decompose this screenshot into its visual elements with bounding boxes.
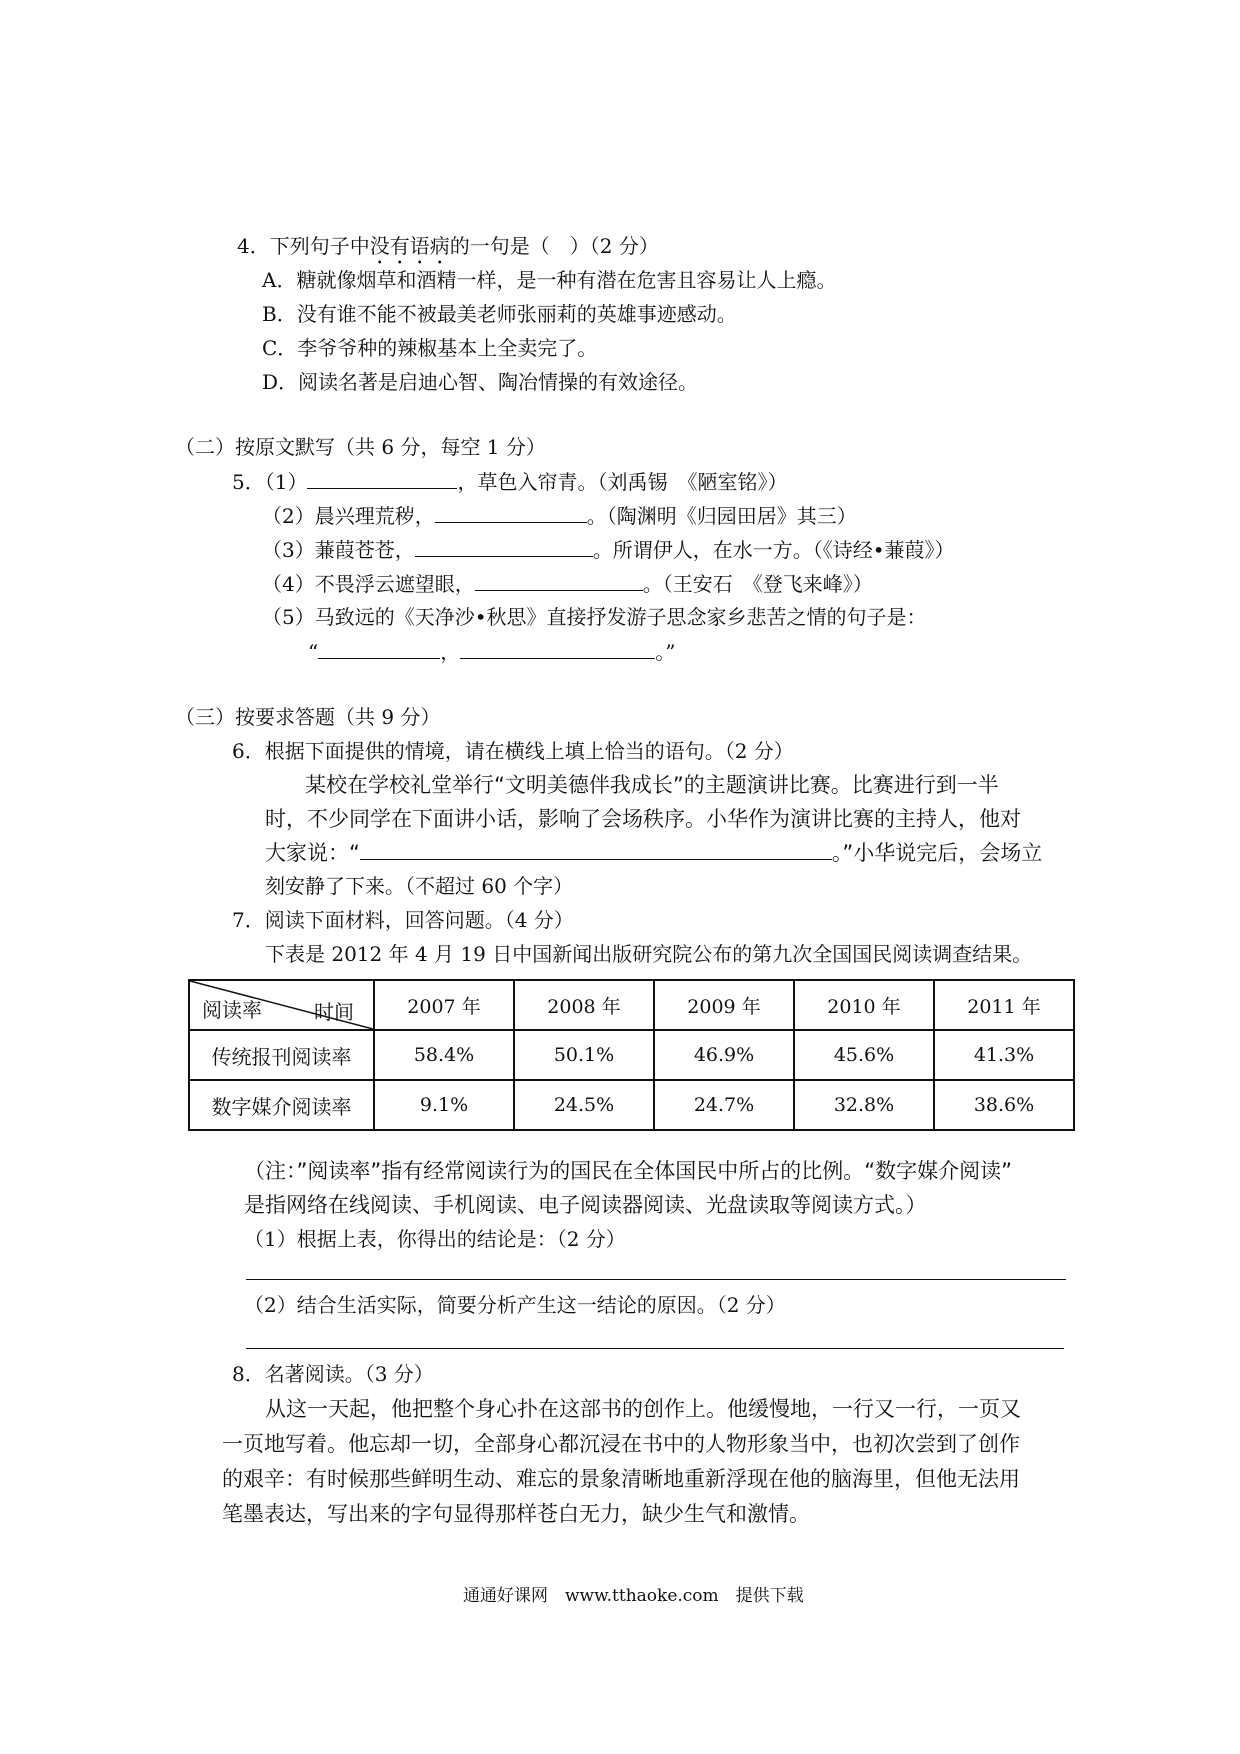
q5-4-blank[interactable] [475, 570, 643, 591]
page-footer: 通通好课网 www.tthaoke.com 提供下载 [463, 1586, 804, 1606]
q6-stem: 6．根据下面提供的情境，请在横线上填上恰当的语句。（2 分） [232, 739, 794, 763]
q6-passage-line4: 刻安静了下来。（不超过 60 个字） [265, 874, 574, 898]
q5-3-blank[interactable] [415, 536, 593, 557]
q5-2-blank[interactable] [435, 502, 587, 523]
year-header: 2010 年 [794, 980, 934, 1030]
q6-answer-blank[interactable] [360, 839, 832, 860]
q6-passage-line1: 某校在学校礼堂举行“文明美德伴我成长”的主题演讲比赛。比赛进行到一半 [305, 773, 999, 797]
q4-option-b: B．没有谁不能不被最美老师张丽莉的英雄事迹感动。 [262, 302, 737, 326]
year-header: 2008 年 [514, 980, 654, 1030]
q4-option-c: C．李爷爷种的辣椒基本上全卖完了。 [262, 336, 598, 360]
table-cell: 46.9% [654, 1030, 794, 1080]
q5-4: （4）不畏浮云遮望眼， 。（王安石 《登飞来峰》） [262, 572, 873, 596]
q5-1: 5．（1） ，草色入帘青。（刘禹锡 《陋室铭》） [232, 470, 788, 494]
year-header: 2009 年 [654, 980, 794, 1030]
table-note-line1: （注：”阅读率”指有经常阅读行为的国民在全体国民中所占的比例。“数字媒介阅读” [244, 1159, 1013, 1183]
table-row [189, 1080, 1074, 1130]
table-cell: 24.7% [654, 1080, 794, 1130]
q5-3: （3）蒹葭苍苍， 。所谓伊人，在水一方。（《诗经•蒹葭》） [262, 538, 955, 562]
q7-stem: 7．阅读下面材料，回答问题。（4 分） [232, 908, 574, 932]
table-corner-cell [189, 980, 374, 1030]
q5-5-blank-1[interactable] [318, 638, 440, 659]
q7-1-answer-line[interactable] [246, 1279, 1066, 1280]
q5-5-answer: “ ， 。” [308, 640, 676, 664]
q6-passage-line3: 大家说：“ 。”小华说完后，会场立 [265, 841, 1043, 865]
table-cell: 32.8% [794, 1080, 934, 1130]
corner-label-time: 时间 [314, 1000, 354, 1024]
q7-1-prompt: （1）根据上表，你得出的结论是：（2 分） [244, 1227, 626, 1251]
section2-title: （二）按原文默写（共 6 分，每空 1 分） [175, 435, 546, 459]
table-cell: 50.1% [514, 1030, 654, 1080]
table-note-line2: 是指网络在线阅读、手机阅读、电子阅读器阅读、光盘读取等阅读方式。） [244, 1193, 927, 1217]
row-label: 数字媒介阅读率 [189, 1080, 374, 1130]
q8-stem: 8．名著阅读。（3 分） [232, 1362, 434, 1386]
table-row [189, 1030, 1074, 1080]
q7-intro: 下表是 2012 年 4 月 19 日中国新闻出版研究院公布的第九次全国国民阅读调查结果。 [265, 942, 1033, 966]
table-header-row [189, 980, 1074, 1030]
q7-2-answer-line[interactable] [246, 1348, 1064, 1349]
table-cell: 58.4% [374, 1030, 514, 1080]
q4-option-d: D．阅读名著是启迪心智、陶冶情操的有效途径。 [262, 370, 699, 394]
year-header: 2011 年 [934, 980, 1074, 1030]
q4-stem: 4．下列句子中没有语病的一句是（ ）（2 分） [237, 234, 659, 258]
q8-passage-line1: 从这一天起，他把整个身心扑在这部书的创作上。他缓慢地，一行又一行，一页又 [265, 1397, 1021, 1421]
table-cell: 41.3% [934, 1030, 1074, 1080]
q8-passage-line4: 笔墨表达，写出来的字句显得那样苍白无力，缺少生气和激情。 [222, 1502, 810, 1526]
q5-1-blank[interactable] [307, 468, 457, 489]
table-cell: 38.6% [934, 1080, 1074, 1130]
q5-2: （2）晨兴理荒秽， 。（陶渊明《归园田居》其三） [262, 504, 857, 528]
q5-5-blank-2[interactable] [460, 638, 655, 659]
q8-passage-line3: 的艰辛：有时候那些鲜明生动、难忘的景象清晰地重新浮现在他的脑海里，但他无法用 [222, 1467, 1020, 1491]
year-header: 2007 年 [374, 980, 514, 1030]
q4-option-a: A．糖就像烟草和酒精一样，是一种有潜在危害且容易让人上瘾。 [262, 268, 837, 292]
table-cell: 24.5% [514, 1080, 654, 1130]
table-cell: 9.1% [374, 1080, 514, 1130]
q6-passage-line2: 时，不少同学在下面讲小话，影响了会场秩序。小华作为演讲比赛的主持人，他对 [265, 807, 1021, 831]
q7-2-prompt: （2）结合生活实际，简要分析产生这一结论的原因。（2 分） [244, 1293, 786, 1317]
section3-title: （三）按要求答题（共 9 分） [175, 705, 441, 729]
row-label: 传统报刊阅读率 [189, 1030, 374, 1080]
table-cell: 45.6% [794, 1030, 934, 1080]
q5-5: （5）马致远的《天净沙•秋思》直接抒发游子思念家乡悲苦之情的句子是： [262, 605, 927, 629]
corner-label-rate: 阅读率 [202, 998, 262, 1022]
q8-passage-line2: 一页地写着。他忘却一切，全部身心都沉浸在书中的人物形象当中，也初次尝到了创作 [222, 1432, 1020, 1456]
reading-survey-table [188, 979, 1075, 1131]
